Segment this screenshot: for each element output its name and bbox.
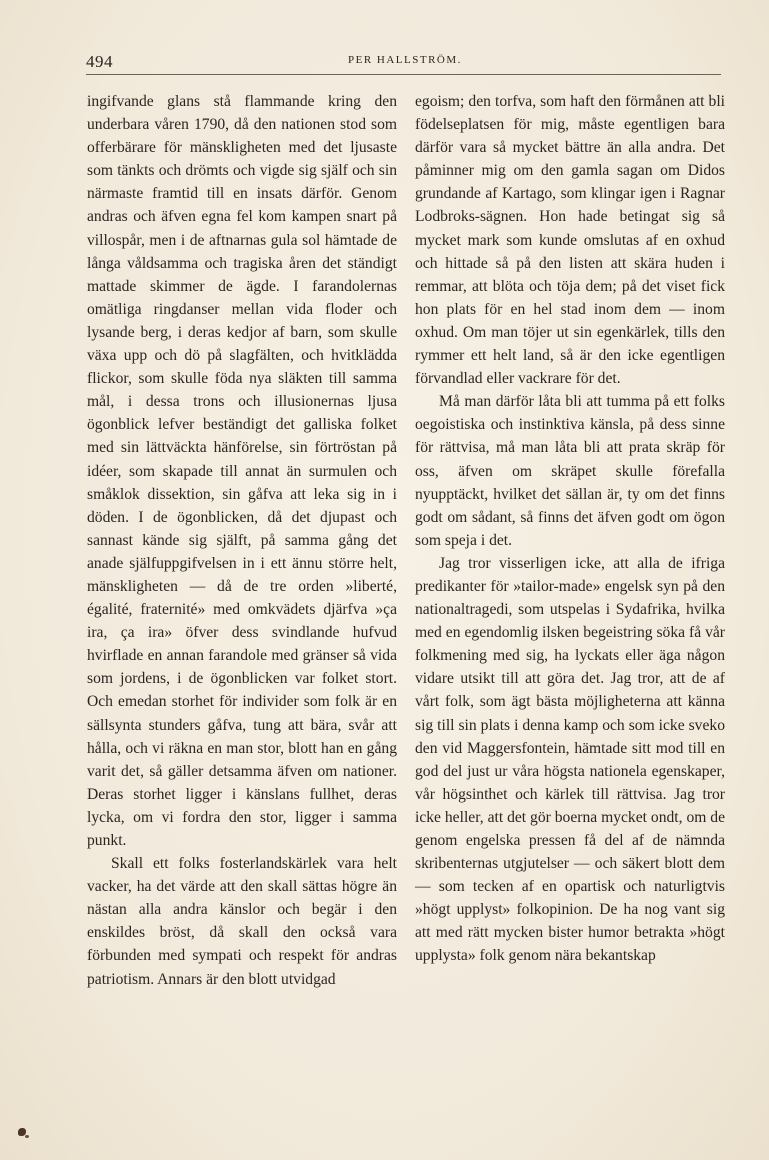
page-header (86, 52, 721, 75)
paragraph: Må man därför låta bli att tumma på ett folks oegoistiska och instinktiva känsla, på dess sinne för rättvisa, må man låta bli att prata skräp för oss, äfven om skräpet skulle förefalla nyupptäckt, hvilket det sällan är, ty om det finns godt om sådant, så finns det äfven godt om ögon som speja i det. (415, 393, 725, 549)
paragraph: Skall ett folks fosterlandskärlek vara helt vacker, ha det värde att den skall sättas högre än nästan alla andra känslor och begär i den enskildes bröst, då skall den också vara förbunden med sympati och respekt för andras patriotism. Annars är den blott utvidgad (87, 855, 397, 988)
page-number: 494 (86, 52, 113, 71)
right-column (415, 90, 725, 968)
running-head: PER HALLSTRÖM. (348, 54, 462, 66)
ink-speck (25, 1135, 29, 1138)
paragraph: Jag tror visserligen icke, att alla de ifriga predikanter för »tailor-made» engelsk syn på den nationaltragedi, som utspelas i Sydafrika, hvilka med en egendomlig ilsken begeistring söka få vår folkmening med sig, ha lyckats eller äga någon vidare utsikt till att göra det. Jag tror, att de af vårt folk, som ägt bästa möjligheterna att känna sig till sin plats i denna kamp och som icke sveko den vid Maggersfontein, hämtade sitt mod till en god del just ur våra högsta nationela egenskaper, vår högsinthet och kärlek till rättvisa. Jag tror icke heller, att det gör boerna mycket ondt, om de genom engelska pressen få del af de nämnda skribenternas utgjutelser — och säkert blott dem — som tecken af en opartisk och naturligtvis »högt upplyst» folkopinion. De ha nog vant sig att med rätt mycken bister humor betrakta »högt upplysta» folk genom nära bekantskap (415, 554, 725, 965)
paragraph: ingifvande glans stå flammande kring den underbara våren 1790, då den nationen stod som offerbärare för mänskligheten med det ljusaste som tänkts och drömts och vigde sig själf och sin närmaste framtid till en insats därför. Genom andras och äfven egna fel kom kampen snart på villospår, men i de aftnarnas gula sol hämtade de långa våldsamma och tragiska åren det ständigt mattade skimmer de ägde. I farandolernas omätliga ringdanser mellan vida floder och lysande berg, i deras kedjor af barn, som skulle växa upp och dö på slagfälten, och hvitklädda flickor, som skulle föda nya släkten till samma mål, i dessa trons och illusionernas ljusa ögonblick lefver beständigt det galliska folket med sin lättväckta hänförelse, sin förtröstan på idéer, som skapade till annat än surmulen och småklok dissektion, sin gåfva att leka sig in i döden. I de ögonblicken, då det djupast och sannast kände sig själft, på samma gång det anade själfuppgifvelsen in i ett ännu större helt, mänskligheten — då de tre orden »liberté, égalité, fraternité» med omkvädets djärfva »ça ira, ça ira» öfver dess svindlande hufvud hvirflade en annan farandole med gränser så vida som jordens, i de ögonblicken var folket stort. Och emedan storhet för individer som folk är en sällsynta stunders gåfva, tung att bära, svår att hålla, och vi räkna en man stor, blott han en gång varit det, så gäller detsamma äfven om nationer. Deras storhet ligger i känslans fullhet, deras lycka, om vi fordra den stor, ligger i samma punkt. (87, 93, 397, 849)
paragraph: egoism; den torfva, som haft den förmånen att bli födelseplatsen för mig, måste egentligen bara därför vara så mycket bättre än alla andra. Det påminner mig om den gamla sagan om Didos grundande af Kartago, som klingar igen i Ragnar Lodbroks-sägnen. Hon hade betingat sig så mycket mark som kunde omslutas af en oxhud och hittade så på den listen att skära huden i remmar, att blöta och töja dem; på det viset fick hon plats för en hel stad inom dem — inom oxhud. Om man töjer ut sin egenkärlek, tills den rymmer ett helt land, så är den icke egentligen förvandlad eller vackrare för det. (415, 93, 725, 388)
left-column (87, 90, 397, 991)
